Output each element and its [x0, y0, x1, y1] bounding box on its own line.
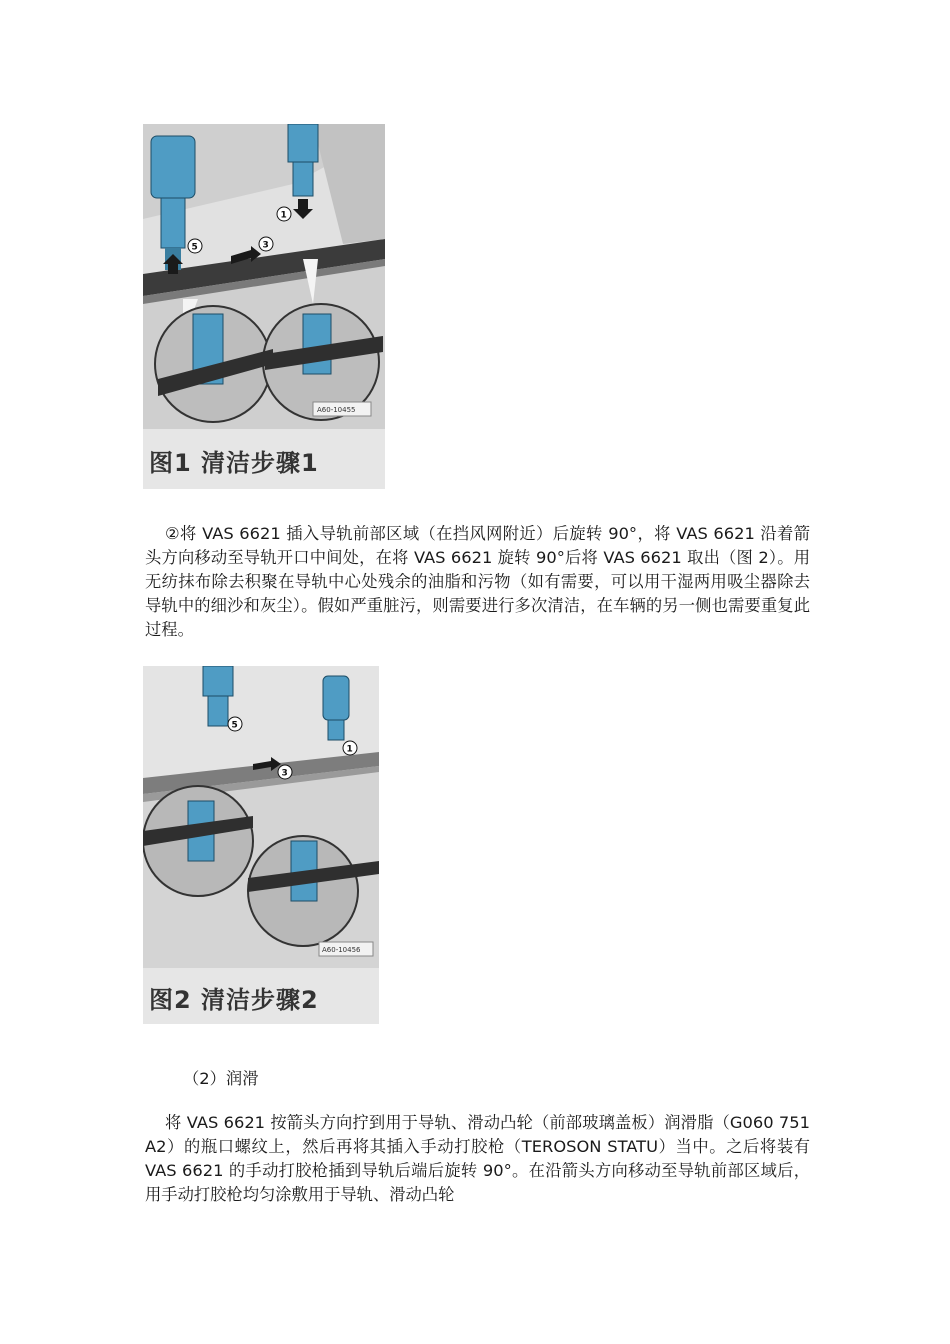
- section-heading: （2）润滑: [183, 1069, 259, 1088]
- callout-1: 1: [346, 744, 353, 755]
- callout-3: 3: [262, 240, 269, 251]
- figure-2-illustration: [143, 666, 379, 968]
- figure-code: A60-10455: [317, 406, 356, 414]
- callout-5: 5: [231, 720, 238, 731]
- callout-5: 5: [191, 242, 198, 253]
- callout-1: 1: [280, 210, 287, 221]
- figure-1: [143, 124, 385, 489]
- paragraph-step2: ②将 VAS 6621 插入导轨前部区域（在挡风网附近）后旋转 90°，将 VAS 6621 沿着箭头方向移动至导轨开口中间处，在将 VAS 6621 旋转 90°后将 VAS 6621 取出（图 2）。用无纺抹布除去积聚在导轨中心处残余的油脂和污物（如有需要，可以用干湿两用吸尘器除去导轨中的细沙和灰尘）。假如严重脏污，则需要进行多次清洁，在车辆的另一侧也需要重复此过程。: [145, 524, 810, 639]
- caption-band: [143, 968, 379, 1024]
- figure-1-illustration: [143, 124, 385, 429]
- caption-band: [143, 429, 385, 489]
- paragraph-lubrication: 将 VAS 6621 按箭头方向拧到用于导轨、滑动凸轮（前部玻璃盖板）润滑脂（G060 751 A2）的瓶口螺纹上，然后再将其插入手动打胶枪（TEROSON STATU）当中。之后将装有 VAS 6621 的手动打胶枪插到导轨后端后旋转 90°。在沿箭头方向移动至导轨前部区域后，用手动打胶枪均匀涂敷用于导轨、滑动凸轮: [145, 1113, 810, 1204]
- callout-3: 3: [281, 768, 288, 779]
- figure-2: [143, 666, 379, 1024]
- figure-code: A60-10456: [322, 946, 361, 954]
- figure-caption: 图2 清洁步骤2: [149, 986, 319, 1014]
- tool-icon: [288, 124, 318, 196]
- tool-icon: [203, 666, 233, 726]
- figure-caption: 图1 清洁步骤1: [149, 449, 319, 477]
